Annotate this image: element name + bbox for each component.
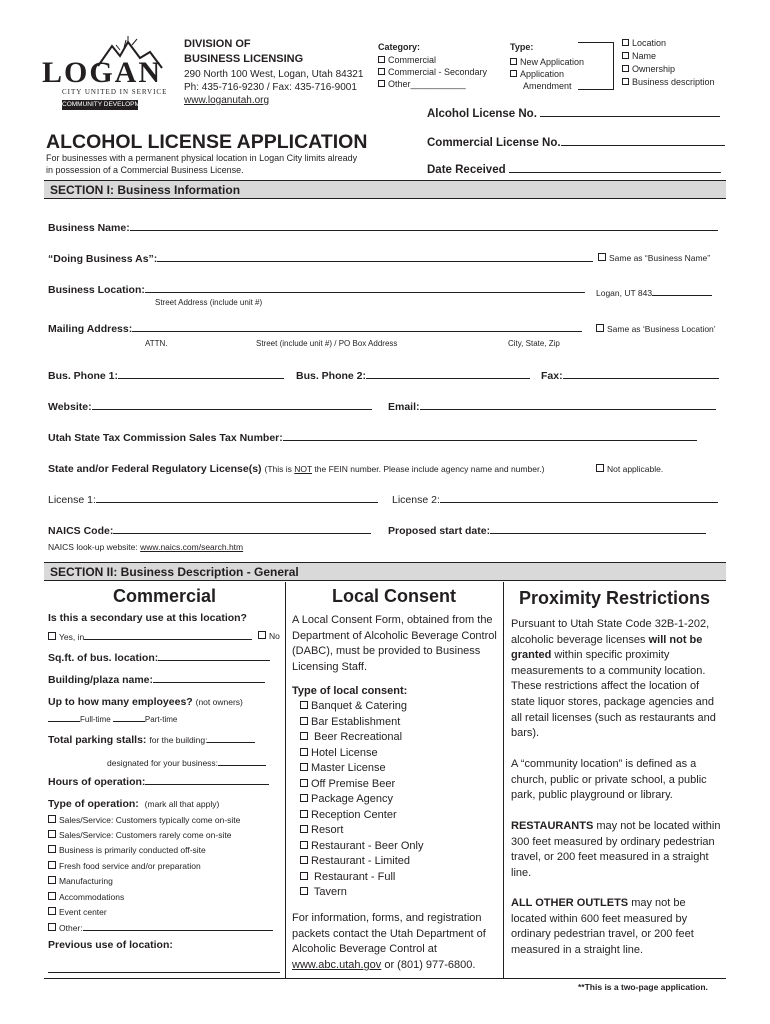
proximity-heading: Proximity Restrictions	[518, 588, 711, 608]
checkbox-icon	[48, 876, 56, 884]
checkbox-icon	[258, 631, 266, 639]
same-as-business-location[interactable]: Same as ‘Business Location’	[596, 324, 716, 334]
column-divider-2	[503, 582, 504, 979]
logo-word: LOGAN	[42, 56, 163, 89]
checkbox-icon	[300, 732, 308, 740]
commercial-license-no: Commercial License No.	[427, 137, 725, 149]
checkbox-icon	[300, 810, 308, 818]
op-manufacturing[interactable]: Manufacturing	[48, 876, 113, 886]
mailing-address-field[interactable]: Mailing Address:	[48, 323, 582, 335]
email-line[interactable]	[420, 401, 716, 410]
proposed-start-line[interactable]	[490, 525, 706, 534]
consent-restaurant-limited[interactable]: Restaurant - Limited	[300, 855, 410, 867]
license1-line[interactable]	[96, 494, 378, 503]
same-as-business-name[interactable]: Same as “Business Name”	[598, 253, 710, 263]
previous-use-label: Previous use of location:	[48, 939, 173, 951]
sales-tax-field[interactable]: Utah State Tax Commission Sales Tax Number:	[48, 432, 697, 444]
logo-dept-banner: COMMUNITY DEVELOPMENT	[62, 101, 153, 108]
checkbox-icon	[48, 892, 56, 900]
local-consent-heading: Local Consent	[331, 586, 456, 606]
proximity-p3: RESTAURANTS may not be located within 300 feet measured by ordinary pedestrian travel, or 200 feet measured in a straight line.	[511, 820, 721, 879]
checkbox-icon	[300, 841, 308, 849]
subtitle-line1: For businesses with a permanent physical location in Logan City limits already	[46, 153, 358, 163]
business-location-line[interactable]	[145, 284, 585, 293]
employees-fields[interactable]: Full-time Part-time	[48, 713, 177, 724]
street-po-hint: Street (include unit #) / PO Box Address	[256, 339, 398, 348]
fax-line[interactable]	[563, 370, 719, 379]
naics-code-field[interactable]: NAICS Code:	[48, 525, 371, 537]
category-commercial-secondary[interactable]: Commercial - Secondary	[378, 67, 487, 77]
type-application-amendment[interactable]: Application	[510, 69, 564, 79]
category-label: Category:	[378, 42, 421, 52]
bus-phone1-line[interactable]	[118, 370, 284, 379]
business-location-field[interactable]: Business Location:	[48, 284, 585, 296]
subtitle-line2: in possession of a Commercial Business License.	[46, 165, 244, 175]
division-website-link[interactable]: www.loganutah.org	[184, 95, 270, 106]
regulatory-license-row: State and/or Federal Regulatory License(s) (This is NOT the FEIN number. Please include agency name and number.)	[48, 463, 545, 475]
local-consent-info: For information, forms, and registration packets contact the Utah Department of Alcoholic Beverage Control at www.abc.utah.gov or (801) 977-6800.	[292, 912, 486, 971]
alcohol-license-no: Alcohol License No.	[427, 108, 720, 120]
checkbox-icon	[596, 324, 604, 332]
consent-hotel[interactable]: Hotel License	[300, 747, 378, 759]
business-name-line[interactable]	[130, 222, 718, 231]
abc-utah-link[interactable]: www.abc.utah.gov	[292, 958, 382, 971]
checkbox-icon	[598, 253, 606, 261]
checkbox-icon	[300, 717, 308, 725]
consent-beer-recreational[interactable]: Beer Recreational	[300, 731, 402, 743]
checkbox-icon	[378, 80, 385, 87]
sales-tax-line[interactable]	[283, 432, 697, 441]
license2-line[interactable]	[440, 494, 718, 503]
logan-ut-zip[interactable]: Logan, UT 843	[596, 287, 712, 298]
checkbox-icon	[622, 65, 629, 72]
checkbox-icon	[48, 907, 56, 915]
amend-location[interactable]: Location	[622, 38, 666, 48]
city-state-zip-hint: City, State, Zip	[508, 339, 560, 348]
consent-tavern[interactable]: Tavern	[300, 886, 347, 898]
checkbox-icon	[300, 856, 308, 864]
license2-field[interactable]: License 2:	[392, 494, 718, 506]
sqft-field[interactable]: Sq.ft. of bus. location:	[48, 652, 270, 664]
naics-lookup: NAICS look-up website: www.naics.com/search.htm	[48, 542, 244, 552]
checkbox-icon	[48, 632, 56, 640]
logo-sub: CITY UNITED IN SERVICE	[62, 88, 168, 96]
proximity-p4: ALL OTHER OUTLETS may not be located within 600 feet measured by ordinary pedestrian travel, or 200 feet measured in a straight line.	[511, 897, 694, 956]
website-line[interactable]	[92, 401, 372, 410]
two-page-note: **This is a two-page application.	[578, 982, 708, 992]
checkbox-icon	[300, 872, 308, 880]
employees-question: Up to how many employees? (not owners)	[48, 696, 243, 708]
dba-line[interactable]	[157, 253, 593, 262]
section1-bar	[44, 180, 726, 199]
checkbox-icon	[378, 56, 385, 63]
op-other[interactable]: Other:	[48, 922, 273, 933]
email-field[interactable]: Email:	[388, 401, 716, 413]
checkbox-icon	[300, 887, 308, 895]
consent-reception-center[interactable]: Reception Center	[300, 809, 397, 821]
website-field[interactable]: Website:	[48, 401, 372, 413]
checkbox-icon	[48, 923, 56, 931]
amend-business-description[interactable]: Business description	[622, 77, 715, 87]
secondary-use-question: Is this a secondary use at this location?	[48, 612, 247, 624]
consent-package-agency[interactable]: Package Agency	[300, 793, 393, 805]
page-title: ALCOHOL LICENSE APPLICATION	[46, 131, 368, 153]
amend-name[interactable]: Name	[622, 51, 656, 61]
proximity-p2: A “community location” is defined as a church, public or private school, a public park, public playground or library.	[511, 758, 707, 802]
date-received: Date Received	[427, 164, 721, 176]
checkbox-icon	[300, 748, 308, 756]
alcohol-license-no-line[interactable]	[540, 108, 720, 117]
checkbox-icon	[300, 701, 308, 709]
street-address-hint: Street Address (include unit #)	[155, 298, 263, 307]
op-accommodations[interactable]: Accommodations	[48, 892, 124, 902]
section1-title: SECTION I: Business Information	[50, 183, 241, 197]
consent-restaurant-beer[interactable]: Restaurant - Beer Only	[300, 840, 424, 852]
division-line2: BUSINESS LICENSING	[184, 53, 304, 65]
secondary-yes[interactable]: Yes, in	[48, 631, 252, 642]
commercial-heading: Commercial	[112, 586, 217, 606]
license1-field[interactable]: License 1:	[48, 494, 378, 506]
amendment-bracket-cover	[578, 40, 608, 42]
checkbox-icon	[300, 825, 308, 833]
commercial-license-no-line[interactable]	[561, 137, 725, 146]
op-offsite[interactable]: Business is primarily conducted off-site	[48, 845, 206, 855]
hours-field[interactable]: Hours of operation:	[48, 776, 269, 788]
dba-field[interactable]: “Doing Business As”:	[48, 253, 593, 265]
bus-phone2-line[interactable]	[366, 370, 530, 379]
checkbox-icon	[48, 830, 56, 838]
proposed-start-field[interactable]: Proposed start date:	[388, 525, 706, 537]
mailing-address-line[interactable]	[132, 323, 582, 332]
op-food[interactable]: Fresh food service and/or preparation	[48, 861, 201, 871]
checkbox-icon	[622, 78, 629, 85]
parking-building[interactable]: Total parking stalls: for the building:	[48, 734, 255, 746]
date-received-line[interactable]	[509, 164, 721, 173]
fax-field[interactable]: Fax:	[541, 370, 719, 382]
local-consent-intro: A Local Consent Form, obtained from the Department of Alcoholic Beverage Control (DABC), must be provided to Business Licensing Staff.	[292, 614, 497, 673]
checkbox-icon	[378, 68, 385, 75]
consent-off-premise-beer[interactable]: Off Premise Beer	[300, 778, 395, 790]
attn-hint: ATTN.	[145, 339, 168, 348]
checkbox-icon	[510, 58, 517, 65]
naics-lookup-link[interactable]: www.naics.com/search.htm	[140, 542, 244, 552]
type-new-application[interactable]: New Application	[510, 57, 584, 67]
type-of-operation: Type of operation: (mark all that apply)	[48, 798, 220, 810]
not-applicable[interactable]: Not applicable.	[596, 464, 663, 474]
checkbox-icon	[300, 779, 308, 787]
section2-title: SECTION II: Business Description - General	[50, 565, 299, 579]
division-line1: DIVISION OF	[184, 38, 251, 50]
checkbox-icon	[48, 815, 56, 823]
bottom-rule	[44, 978, 726, 979]
category-commercial[interactable]: Commercial	[378, 55, 436, 65]
type-amendment-label: Amendment	[523, 81, 572, 91]
op-sales-rarely[interactable]: Sales/Service: Customers rarely come on-site	[48, 830, 231, 840]
local-consent-type-label: Type of local consent:	[292, 685, 408, 697]
secondary-no[interactable]: No	[258, 631, 280, 641]
division-address: 290 North 100 West, Logan, Utah 84321	[184, 69, 364, 80]
consent-restaurant-full[interactable]: Restaurant - Full	[300, 871, 395, 883]
checkbox-icon	[510, 70, 517, 77]
business-name-field[interactable]: Business Name:	[48, 222, 718, 234]
op-event-center[interactable]: Event center	[48, 907, 107, 917]
consent-bar[interactable]: Bar Establishment	[300, 716, 400, 728]
bus-phone2-field[interactable]: Bus. Phone 2:	[296, 370, 530, 382]
checkbox-icon	[622, 39, 629, 46]
category-other[interactable]: Other___________	[378, 79, 466, 89]
checkbox-icon	[300, 763, 308, 771]
checkbox-icon	[48, 845, 56, 853]
division-phone-fax: Ph: 435-716-9230 / Fax: 435-716-9001	[184, 82, 357, 93]
type-label: Type:	[510, 42, 534, 52]
checkbox-icon	[48, 861, 56, 869]
consent-master[interactable]: Master License	[300, 762, 386, 774]
building-name-field[interactable]: Building/plaza name:	[48, 674, 265, 686]
bus-phone1-field[interactable]: Bus. Phone 1:	[48, 370, 284, 382]
naics-code-line[interactable]	[113, 525, 371, 534]
op-sales-onsite[interactable]: Sales/Service: Customers typically come on-site	[48, 815, 240, 825]
consent-resort[interactable]: Resort	[300, 824, 343, 836]
checkbox-icon	[622, 52, 629, 59]
amendment-bracket	[578, 42, 614, 90]
consent-banquet[interactable]: Banquet & Catering	[300, 700, 407, 712]
parking-designated[interactable]: designated for your business:	[107, 757, 266, 768]
section2-bar	[44, 562, 726, 581]
checkbox-icon	[596, 464, 604, 472]
previous-use-line[interactable]	[48, 972, 280, 973]
column-divider-1	[285, 582, 286, 979]
checkbox-icon	[300, 794, 308, 802]
amend-ownership[interactable]: Ownership	[622, 64, 675, 74]
proximity-p1: Pursuant to Utah State Code 32B-1-202, alcoholic beverage licenses will not be granted within specific proximity measurements to a community location. These restrictions affect the location of state liquor stores, package agencies and all retail licenses (such as restaurants and bars).	[511, 618, 716, 740]
